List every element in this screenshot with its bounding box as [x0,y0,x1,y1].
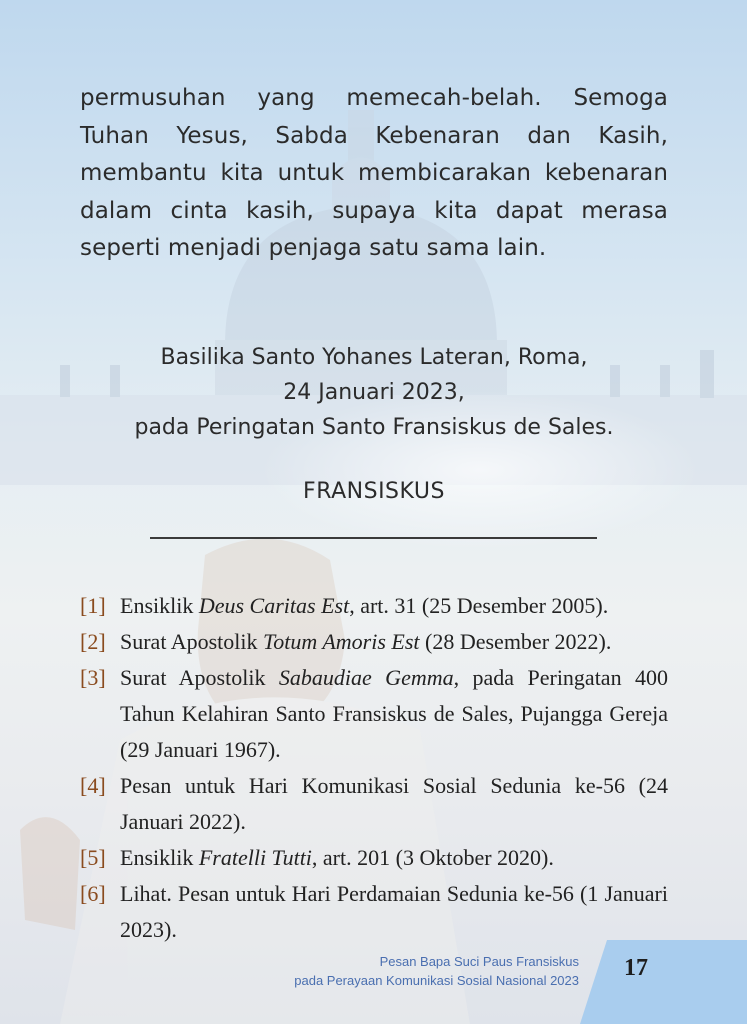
footnote-item [80,624,668,660]
page-number: 17 [624,955,648,981]
footnote-title: Totum Amoris Est [263,629,420,654]
footnote-divider [150,537,597,539]
running-footer [294,952,579,990]
footer-line-title: Pesan Bapa Suci Paus Fransiskus [379,954,579,969]
footnote-text: , art. 31 (25 Desember 2005). [349,593,609,618]
footnote-number: [4] [80,773,106,798]
footnote-item [80,876,668,948]
footnote-number: [3] [80,665,106,690]
footnote-number: [6] [80,881,106,906]
footnote-text: Surat Apostolik [120,629,264,654]
footnote-title: Sabaudiae Gemma [278,665,454,690]
footnote-title: Deus Caritas Est [198,593,350,618]
footnote-item [80,768,668,840]
footnotes-list [80,588,668,948]
footnote-title: Fratelli Tutti [198,845,312,870]
place-and-date [80,340,668,445]
page-number-tab [580,940,747,1024]
footnote-number: [1] [80,593,106,618]
footnote-text: , pada Peringatan 400 Tahun Kelahiran Santo Fransiskus de Sales, Pujangga Gereja (29 Januari 1967). [120,665,669,762]
footer-line-event: pada Perayaan Komunikasi Sosial Nasional 2023 [294,973,579,988]
footnote-text: Lihat. Pesan untuk Hari Perdamaian Sedunia ke-56 (1 Januari 2023). [120,881,668,942]
footnote-text: Ensiklik [120,845,199,870]
footnote-number: [2] [80,629,106,654]
footnote-item [80,840,668,876]
date-line: 24 Januari 2023, [283,380,465,405]
place-line: Basilika Santo Yohanes Lateran, Roma, [160,345,588,370]
footnote-text: , art. 201 (3 Oktober 2020). [311,845,554,870]
footnote-text: (28 Desember 2022). [419,629,612,654]
footnote-text: Pesan untuk Hari Komunikasi Sosial Sedunia ke-56 (24 Januari 2022). [120,773,668,834]
footnote-number: [5] [80,845,106,870]
occasion-line: pada Peringatan Santo Fransiskus de Sales. [134,415,614,440]
footnote-item [80,588,668,624]
footnote-text: Ensiklik [120,593,199,618]
footnote-item [80,660,668,768]
body-paragraph: permusuhan yang memecah-belah. Semoga Tuhan Yesus, Sabda Kebenaran dan Kasih, membantu kita untuk membicarakan kebenaran dalam cinta kasih, supaya kita dapat merasa seperti menjadi penjaga satu sama lain. [80,85,668,261]
signature: FRANSISKUS [303,479,445,504]
footnote-text: Surat Apostolik [120,665,279,690]
